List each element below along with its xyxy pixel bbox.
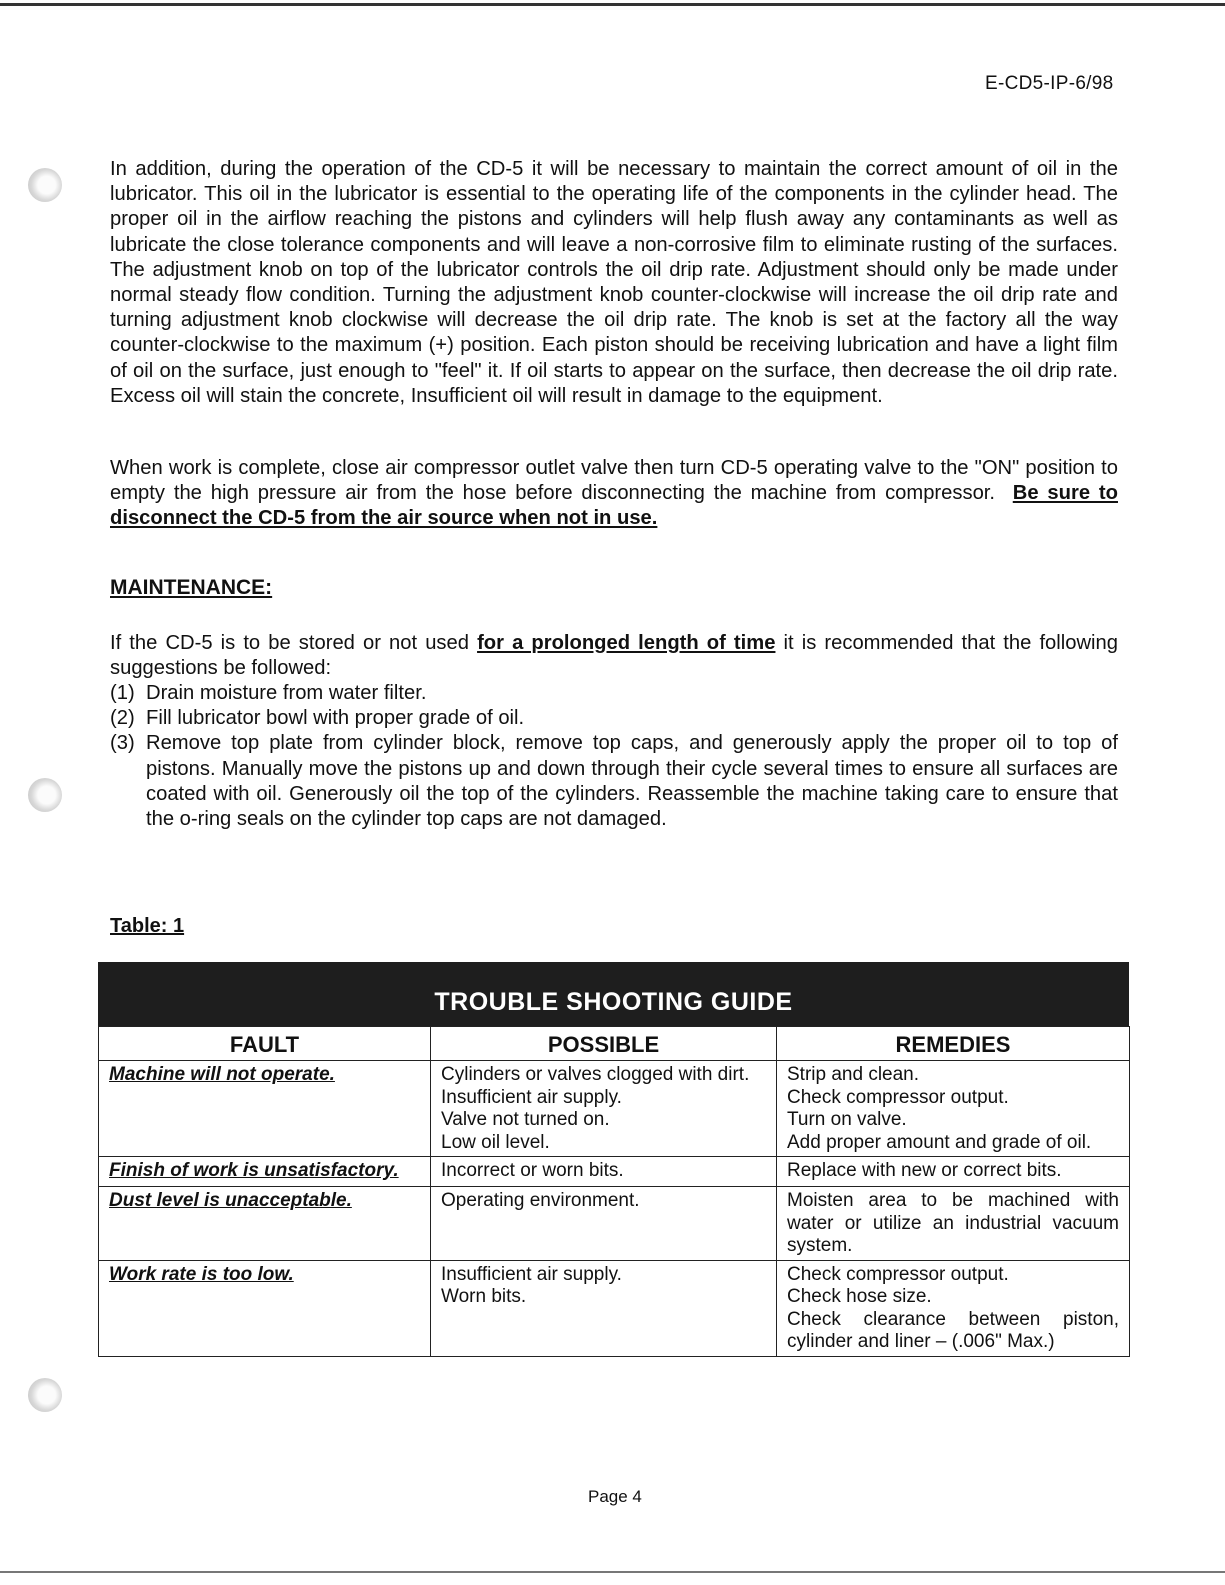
possible-item: Operating environment.	[441, 1190, 640, 1211]
list-item	[110, 731, 1118, 832]
step-number: (2)	[110, 707, 135, 730]
prolonged-emphasis: for a prolonged length of time	[477, 632, 776, 654]
remedy-item: Check clearance between piston, cylinder and liner – (.006" Max.)	[787, 1308, 1119, 1352]
page-number: Page 4	[588, 1487, 642, 1506]
possible-item: Incorrect or worn bits.	[441, 1160, 624, 1181]
table-row	[99, 1260, 1130, 1356]
possible-item: Low oil level.	[441, 1131, 550, 1153]
document-code: E-CD5-IP-6/98	[985, 73, 1114, 94]
table-row	[99, 1157, 1130, 1187]
header-fault: FAULT	[99, 1027, 431, 1061]
fault-text: Dust level is unacceptable.	[109, 1190, 352, 1211]
fault-text: Finish of work is unsatisfactory.	[109, 1160, 399, 1181]
possible-item: Valve not turned on.	[441, 1109, 610, 1130]
possible-cell	[431, 1260, 777, 1356]
punch-hole-icon	[28, 168, 62, 202]
remedy-item: Moisten area to be machined with water or utilize an industrial vacuum system.	[787, 1190, 1119, 1256]
step-text: Drain moisture from water filter.	[146, 682, 427, 704]
remedies-cell	[777, 1260, 1130, 1356]
step-text: Remove top plate from cylinder block, remove top caps, and generously apply the proper oil to top of pistons. Manually move the pistons up and down through their cycle several times to ensure all surfaces are coated with oil. Generously oil the top of the cylinders. Reassemble the machine taking care to ensure that the o-ring seals on the cylinder top caps are not damaged.	[146, 732, 1118, 831]
disconnect-warning: Be sure to disconnect the CD-5 from the air source when not in use.	[110, 482, 1118, 530]
punch-hole-icon	[28, 1378, 62, 1412]
shutdown-paragraph	[110, 456, 1118, 532]
possible-item: Worn bits.	[441, 1286, 527, 1307]
list-item	[110, 681, 1118, 706]
maintenance-steps	[110, 681, 1118, 832]
remedy-item: Check compressor output.	[787, 1263, 1009, 1285]
remedy-item: Add proper amount and grade of oil.	[787, 1131, 1092, 1153]
header-remedies: REMEDIES	[777, 1027, 1130, 1061]
step-text: Fill lubricator bowl with proper grade of oil.	[146, 707, 525, 730]
intro-text: If the CD-5 is to be stored or not used	[110, 632, 469, 654]
table-row	[99, 1187, 1130, 1261]
header-possible: POSSIBLE	[431, 1027, 777, 1061]
maintenance-heading: MAINTENANCE:	[110, 576, 273, 599]
possible-item: Insufficient air supply.	[441, 1263, 622, 1285]
table-row	[99, 1061, 1130, 1157]
table-label: Table: 1	[110, 915, 185, 937]
shutdown-text: When work is complete, close air compressor outlet valve then turn CD-5 operating valve to the "ON" position to empty the high pressure air from the hose before disconnecting the machine from compressor.	[110, 457, 1118, 505]
table-header-row	[99, 1027, 1130, 1061]
remedy-item: Strip and clean.	[787, 1064, 920, 1085]
fault-cell	[99, 1061, 431, 1157]
remedy-item: Turn on valve.	[787, 1109, 907, 1130]
possible-item: Cylinders or valves clogged with dirt.	[441, 1064, 750, 1085]
remedy-item: Replace with new or correct bits.	[787, 1160, 1062, 1181]
fault-cell	[99, 1260, 431, 1356]
remedies-cell	[777, 1187, 1130, 1261]
remedy-item: Check compressor output.	[787, 1086, 1009, 1108]
trouble-shooting-table	[98, 962, 1129, 1357]
list-item	[110, 706, 1118, 731]
table-title: TROUBLE SHOOTING GUIDE	[98, 962, 1129, 1026]
possible-cell	[431, 1157, 777, 1187]
remedies-cell	[777, 1061, 1130, 1157]
fault-text: Work rate is too low.	[109, 1263, 294, 1285]
lubrication-paragraph: In addition, during the operation of the CD-5 it will be necessary to maintain the correct amount of oil in the lubricator. This oil in the lubricator is essential to the operating life of the components in the cylinder head. The proper oil in the airflow reaching the pistons and cylinders will help flush away any contaminants as well as lubricate the close tolerance components and will leave a non-corrosive film to eliminate rusting of the surfaces. The adjustment knob on top of the lubricator controls the oil drip rate. Adjustment should only be made under normal steady flow condition. Turning the adjustment knob counter-clockwise will increase the oil drip rate and turning adjustment knob clockwise will decrease the oil drip rate. The knob is set at the factory all the way counter-clockwise to the maximum (+) position. Each piston should be receiving lubrication and have a light film of oil on the surface, just enough to "feel" it. If oil starts to appear on the surface, then decrease the oil drip rate. Excess oil will stain the concrete, Insufficient oil will result in damage to the equipment.	[110, 158, 1118, 407]
fault-text: Machine will not operate.	[109, 1064, 335, 1085]
step-number: (1)	[110, 682, 135, 704]
maintenance-intro	[110, 631, 1118, 681]
intro-text-after: it is recommended that the following suggestions be followed:	[110, 632, 1118, 680]
possible-cell	[431, 1187, 777, 1261]
fault-cell	[99, 1187, 431, 1261]
step-number: (3)	[110, 732, 135, 755]
bottom-border-line	[0, 1571, 1225, 1573]
guide-grid	[98, 1026, 1130, 1357]
top-border-line	[0, 3, 1225, 6]
possible-cell	[431, 1061, 777, 1157]
possible-item: Insufficient air supply.	[441, 1086, 622, 1108]
fault-cell	[99, 1157, 431, 1187]
remedies-cell	[777, 1157, 1130, 1187]
remedy-item: Check hose size.	[787, 1286, 932, 1307]
punch-hole-icon	[28, 778, 62, 812]
